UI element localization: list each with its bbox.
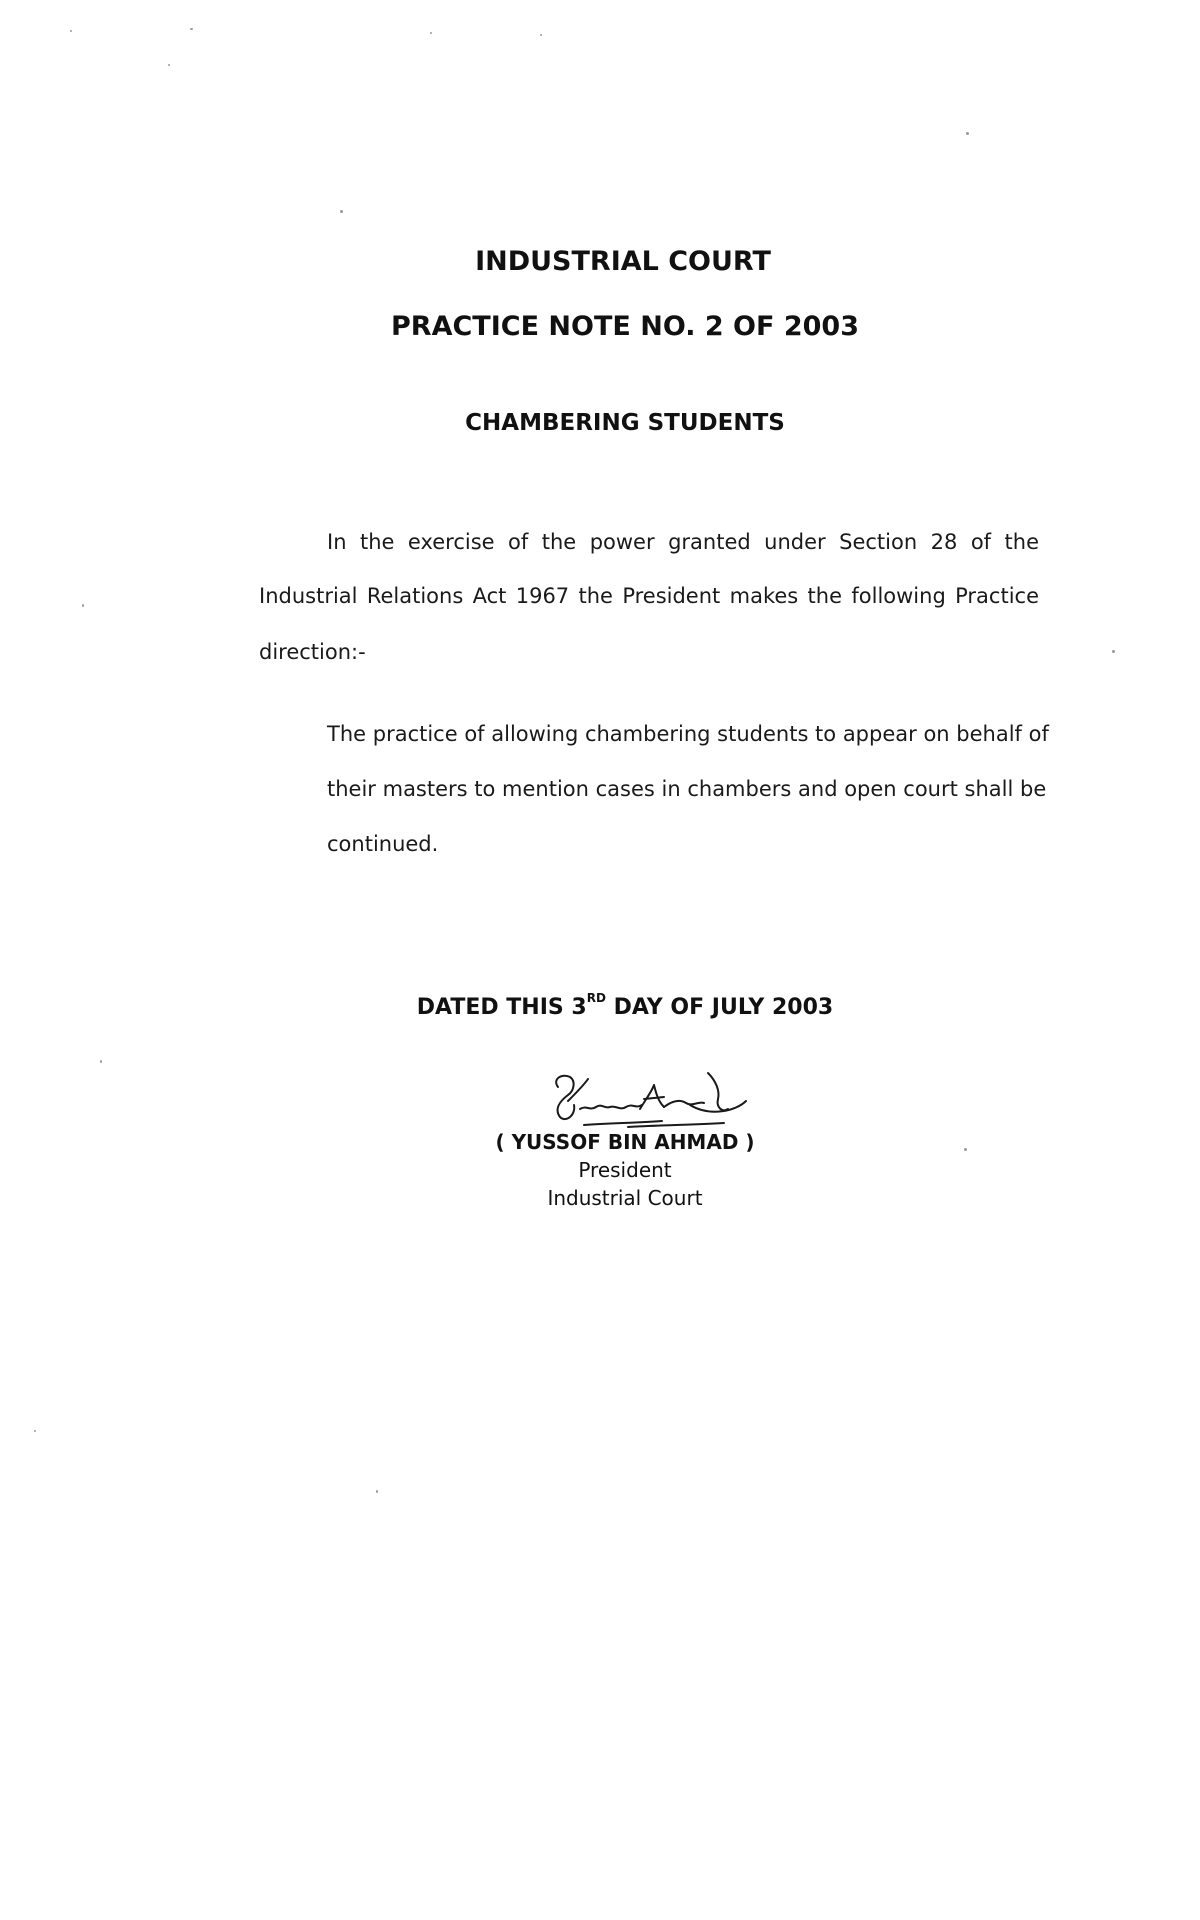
paragraph-line: The practice of allowing chambering students to appear on behalf of (327, 722, 1049, 746)
scan-speck (34, 1430, 36, 1432)
scan-speck (376, 1490, 378, 1493)
dated-line (0, 991, 1200, 1020)
practice-note-title: PRACTICE NOTE NO. 2 OF 2003 (391, 311, 859, 342)
paragraph-line: In the exercise of the power granted under Section 28 of the (327, 530, 1039, 554)
dated-suffix: DAY OF JULY 2003 (613, 995, 834, 1020)
subject-heading: CHAMBERING STUDENTS (465, 410, 785, 436)
scan-speck (1112, 650, 1115, 653)
paragraph-line: their masters to mention cases in chambers and open court shall be (327, 777, 1047, 801)
scan-speck (168, 64, 170, 66)
scan-speck (100, 1060, 102, 1063)
paragraph-line: continued. (327, 832, 439, 856)
scan-speck (540, 34, 542, 36)
signatory-title: President (578, 1158, 672, 1182)
scan-speck (82, 604, 84, 607)
scan-speck (964, 1148, 967, 1151)
scan-speck (340, 210, 343, 213)
scan-speck (70, 30, 72, 32)
paragraph-line: Industrial Relations Act 1967 the President makes the following Practice (259, 584, 1039, 608)
handwritten-signature (540, 1065, 770, 1135)
dated-ordinal: RD (586, 991, 606, 1005)
signatory-organization: Industrial Court (547, 1186, 703, 1210)
scan-speck (430, 32, 432, 34)
signatory-name: ( YUSSOF BIN AHMAD ) (495, 1130, 755, 1154)
paragraph-line: direction:- (259, 640, 366, 664)
dated-prefix: DATED THIS (416, 995, 564, 1020)
dated-day: 3RD (571, 991, 606, 1020)
scan-speck (190, 28, 193, 30)
scan-speck (966, 132, 969, 135)
court-title: INDUSTRIAL COURT (475, 246, 771, 277)
